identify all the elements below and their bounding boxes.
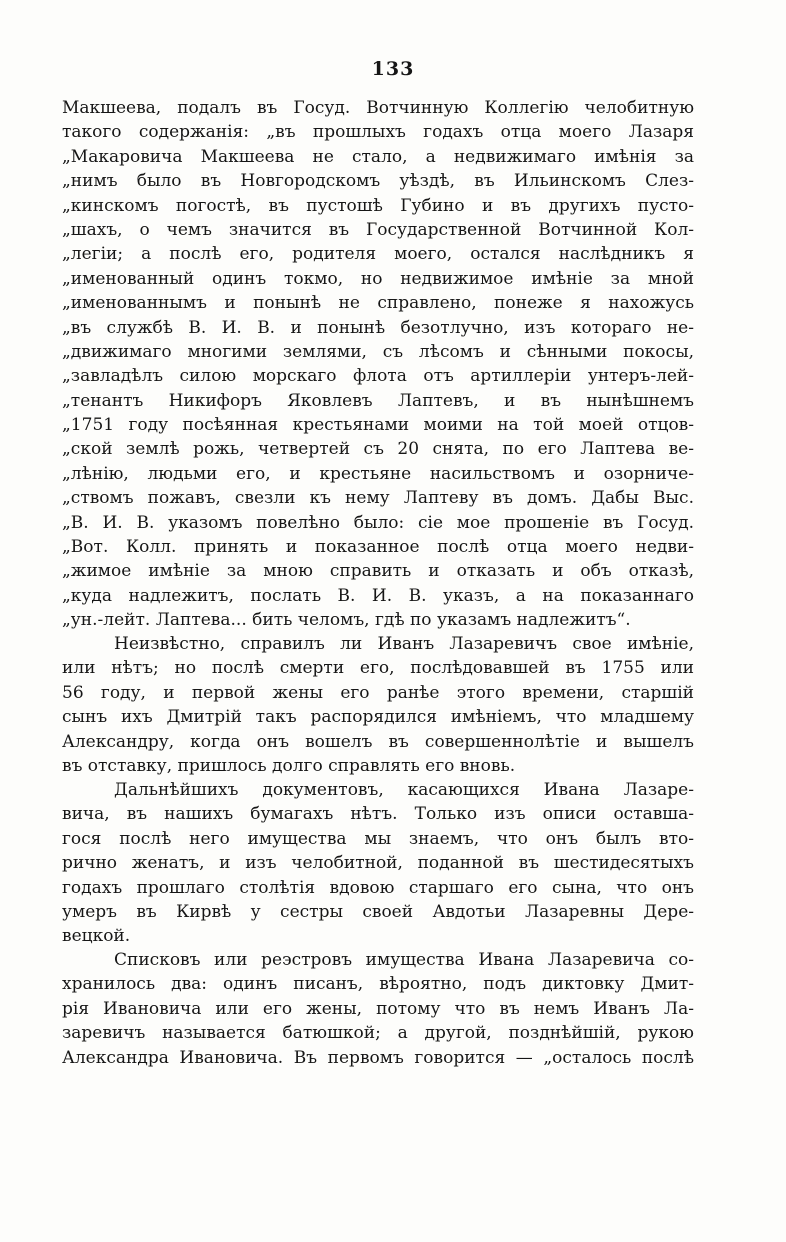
text-line: рично женатъ, и изъ челобитной, поданной въ шестидесятыхъ bbox=[62, 853, 694, 874]
text-line: хранилось два: одинъ писанъ, вѣроятно, подъ диктовку Дмит- bbox=[62, 974, 694, 995]
text-line: „кинскомъ погостѣ, въ пустошѣ Губино и въ другихъ пусто- bbox=[62, 195, 694, 216]
text-line: „легіи; а послѣ его, родителя моего, остался наслѣдникъ я bbox=[62, 244, 694, 265]
text-line: Макшеева, подалъ въ Госуд. Вотчинную Коллегію челобитную bbox=[62, 98, 694, 118]
text-line: или нѣтъ; но послѣ смерти его, послѣдовавшей въ 1755 или bbox=[62, 658, 694, 679]
text-line: „ствомъ пожавъ, свезли къ нему Лаптеву въ домъ. Дабы Выс. bbox=[62, 488, 694, 509]
text-line: такого содержанія: „въ прошлыхъ годахъ отца моего Лазаря bbox=[62, 122, 694, 143]
text-line: въ отставку, пришлось долго справлять его вновь. bbox=[62, 755, 516, 776]
text-line: „лѣнію, людьми его, и крестьяне насильствомъ и озорниче- bbox=[62, 463, 694, 484]
text-line: годахъ прошлаго столѣтія вдовою старшаго его сына, что онъ bbox=[62, 877, 694, 898]
text-line: „движимаго многими землями, съ лѣсомъ и сѣнными покосы, bbox=[62, 341, 694, 362]
text-line: „завладѣлъ силою морскаго флота отъ артиллеріи унтеръ-лей- bbox=[62, 366, 694, 387]
text-line: „Макаровича Макшеева не стало, а недвижимаго имѣнія за bbox=[62, 146, 694, 167]
text-line: „шахъ, о чемъ значится въ Государственной Вотчинной Кол- bbox=[62, 219, 694, 240]
text-line: Дальнѣйшихъ документовъ, касающихся Ивана Лазаре- bbox=[114, 780, 694, 800]
paragraph-petition bbox=[62, 96, 694, 633]
text-line: 56 году, и первой жены его ранѣе этого времени, старшій bbox=[62, 682, 694, 703]
text-line: „именованнымъ и понынѣ не справлено, понеже я нахожусь bbox=[62, 293, 694, 314]
text-line: „именованный одинъ токмо, но недвижимое имѣніе за мной bbox=[62, 268, 694, 289]
page-number: 133 bbox=[371, 58, 415, 80]
text-line: гося послѣ него имущества мы знаемъ, что онъ былъ вто- bbox=[62, 828, 694, 849]
text-line: Александру, когда онъ вошелъ въ совершеннолѣтіе и вышелъ bbox=[62, 731, 694, 752]
text-line: Списковъ или реэстровъ имущества Ивана Лазаревича со- bbox=[114, 950, 694, 970]
text-line: „1751 году посѣянная крестьянами моими на той моей отцов- bbox=[62, 415, 694, 436]
paragraph-inheritance bbox=[62, 632, 694, 778]
paragraph-inventory bbox=[62, 948, 694, 1070]
paragraph-documents bbox=[62, 778, 694, 949]
text-line: Неизвѣстно, справилъ ли Иванъ Лазаревичъ свое имѣніе, bbox=[114, 634, 694, 654]
text-line: Александра Ивановича. Въ первомъ говорится — „осталось послѣ bbox=[62, 1047, 694, 1068]
text-line: „тенантъ Никифоръ Яковлевъ Лаптевъ, и въ нынѣшнемъ bbox=[62, 390, 694, 411]
text-line: „ской землѣ рожь, четвертей съ 20 снята, по его Лаптева ве- bbox=[62, 439, 694, 460]
text-line: сынъ ихъ Дмитрій такъ распорядился имѣніемъ, что младшему bbox=[62, 707, 694, 728]
text-line: вича, въ нашихъ бумагахъ нѣтъ. Только изъ описи оставша- bbox=[62, 804, 694, 825]
text-line: „нимъ было въ Новгородскомъ уѣздѣ, въ Ильинскомъ Слез- bbox=[62, 171, 694, 192]
text-line: „куда надлежитъ, послать В. И. В. указъ, а на показаннаго bbox=[62, 585, 694, 606]
text-line: „въ службѣ В. И. В. и понынѣ безотлучно, изъ котораго не- bbox=[62, 317, 694, 338]
text-line: „Вот. Колл. принять и показанное послѣ отца моего недви- bbox=[62, 537, 694, 558]
text-line: умеръ въ Кирвѣ у сестры своей Авдотьи Лазаревны Дере- bbox=[62, 901, 694, 922]
text-line: „жимое имѣніе за мною справить и отказать и объ отказѣ, bbox=[62, 561, 694, 582]
text-line: рія Ивановича или его жены, потому что въ немъ Иванъ Ла- bbox=[62, 998, 694, 1019]
text-line: вецкой. bbox=[62, 926, 131, 947]
text-line: заревичъ называется батюшкой; а другой, позднѣйшій, рукою bbox=[62, 1023, 694, 1044]
text-line: „В. И. В. указомъ повелѣно было: сіе мое прошеніе въ Госуд. bbox=[62, 512, 694, 533]
text-line: „ун.-лейт. Лаптева... бить челомъ, гдѣ по указамъ надлежитъ“. bbox=[62, 610, 631, 631]
